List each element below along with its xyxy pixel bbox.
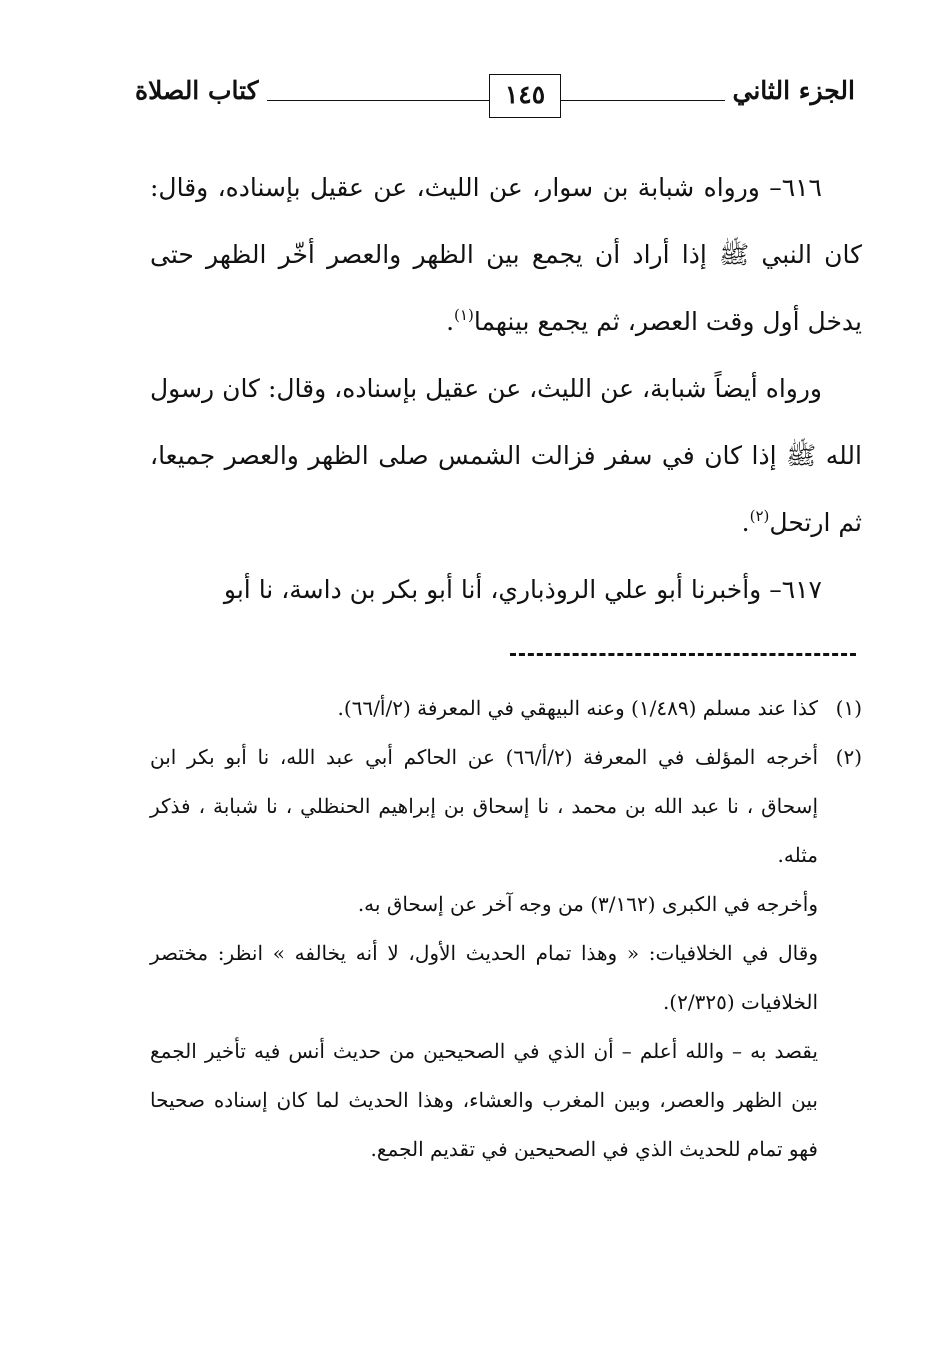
hadith-616-text: ٦١٦– ورواه شبابة بن سوار، عن الليث، عن عقيل بإسناده، وقال: كان النبي ﷺ إذا أراد أن يجمع بين الظهر والعصر أخّر الظهر حتى يدخل أول وقت العصر، ثم يجمع بينهما [150, 173, 862, 336]
page-number: ١٤٥ [489, 74, 561, 118]
footnotes [150, 684, 862, 1174]
header-part-title: الجزء الثاني [725, 74, 855, 108]
footnote-ref-1: (١) [454, 306, 474, 324]
footnote-1-text: كذا عند مسلم (١/٤٨٩) وعنه البيهقي في المعرفة (٢/أ/٦٦). [337, 696, 818, 720]
footnote-2-continuation [150, 880, 862, 1174]
footnote-2 [150, 733, 862, 880]
footnote-1-marker: (١) [835, 696, 862, 720]
footnote-ref-2: (٢) [749, 507, 770, 525]
footnote-2-text: أخرجه المؤلف في المعرفة (٢/أ/٦٦) عن الحاكم أبي عبد الله، نا أبو بكر ابن إسحاق ، نا عبد الله بن محمد ، نا إسحاق بن إبراهيم الحنظلي ، نا شبابة ، فذكر مثله. [150, 745, 819, 867]
footnote-2-para-2: وأخرجه في الكبرى (٣/١٦٢) من وجه آخر عن إسحاق به. [357, 892, 818, 916]
footnote-separator [510, 653, 856, 656]
footnote-2-para-4: يقصد به – والله أعلم – أن الذي في الصحيحين من حديث أنس فيه تأخير الجمع بين الظهر والعصر، وبين المغرب والعشاء، وهذا الحديث لما كان إسناده صحيحا فهو تمام للحديث الذي في الصحيحين في تقديم الجمع. [150, 1039, 818, 1161]
hadith-617: ٦١٧– وأخبرنا أبو علي الروذباري، أنا أبو بكر بن داسة، نا أبو [223, 575, 822, 604]
header-book-title: كتاب الصلاة [135, 74, 267, 108]
footnote-2-marker: (٢) [835, 745, 862, 769]
hadith-616-second-narration: ورواه أيضاً شبابة، عن الليث، عن عقيل بإسناده، وقال: كان رسول الله ﷺ إذا كان في سفر فزالت الشمس صلى الظهر والعصر جميعا، ثم ارتحل$^{(٢)}$. [150, 374, 862, 537]
running-header [135, 70, 855, 120]
hadith-616: ٦١٦– ورواه شبابة بن سوار، عن الليث، عن عقيل بإسناده، وقال: كان النبي ﷺ إذا أراد أن يجمع بين الظهر والعصر أخّر الظهر حتى يدخل أول وقت العصر، ثم يجمع بينهما$^{(١)}$. [150, 173, 862, 336]
hadith-616-second-text: ورواه أيضاً شبابة، عن الليث، عن عقيل بإسناده، وقال: كان رسول الله ﷺ إذا كان في سفر فزالت الشمس صلى الظهر والعصر جميعا، ثم ارتحل [150, 374, 862, 537]
footnote-1 [150, 684, 862, 733]
main-text [150, 154, 862, 623]
footnote-2-para-3: وقال في الخلافيات: « وهذا تمام الحديث الأول، لا أنه يخالفه » انظر: مختصر الخلافيات (٢/٣٢٥). [150, 941, 818, 1014]
